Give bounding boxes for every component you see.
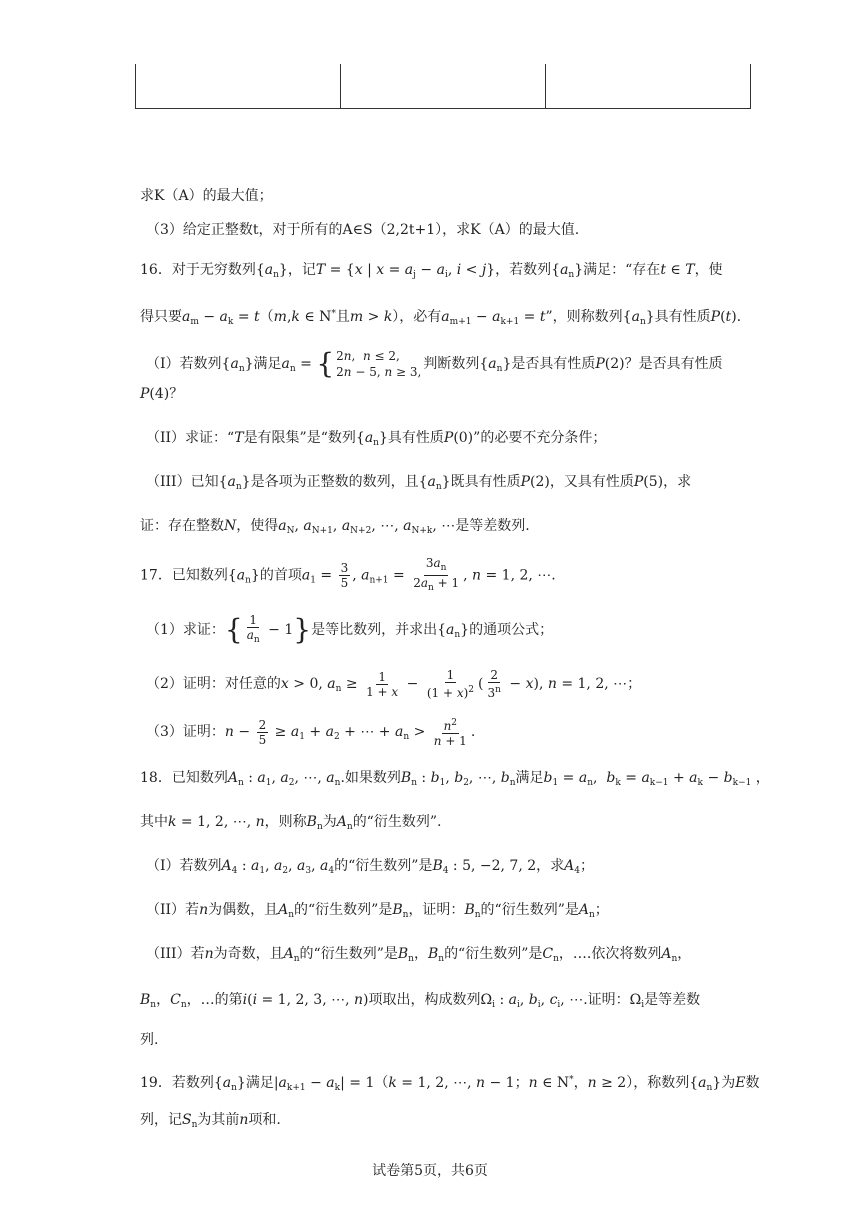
- text-line: 得只要$a_m - a_k = t(m,k$ ∈ N*且m > k），必有$a_{m+1} - a_{k+1} = t$”，则称数列$\{a_n\}$具有性质P(t).: [140, 309, 742, 327]
- answer-table: [135, 64, 751, 109]
- problem-19: 19．若数列$\{a_n\}$满足$|a_{k+1} - a_k| = 1(k = 1$, 2, ⋯, n − 1；n ∈ N*，n ≥ 2），称数列$\{a_n\}$为E数: [140, 1075, 760, 1093]
- text-line: （III）若n为奇数，且$A_n$的“衍生数列”是$B_n$，$B_n$的“衍生数列”是$C_n$，….依次将数列$A_n$，: [146, 946, 692, 964]
- page-footer: 试卷第5页，共6页: [372, 1163, 488, 1179]
- table-cell: [341, 64, 546, 108]
- text-line: （1）求证：{ $\frac{1}{a_n}$ − 1}是等比数列，并求出$\{a_n\}$的通项公式；: [146, 613, 554, 646]
- text-line: 证：存在整数N，使得$a_N$, $a_{N+1}$, $a_{N+2}$, ⋯, $a_{N+k}$, ⋯是等差数列.: [140, 518, 530, 536]
- text-line: （3）证明：n − $\frac{2}{5}$ ≥ $a_1 + a_2$ + ⋯ + $a_n$ > $\frac{n^2}{n + 1}$ .: [146, 717, 476, 748]
- text-line: P(4)？: [140, 386, 184, 402]
- text-line: （II）若n为偶数，且$A_n$的“衍生数列”是$B_n$，证明：$B_n$的“衍生数列”是$A_n$；: [146, 902, 609, 920]
- text-line: （III）已知$\{a_n\}$是各项为正整数的数列，且$\{a_n\}$既具有性质P(2)，又具有性质P(5)，求: [146, 474, 692, 492]
- text-line: $B_n$，$C_n$，…的第i(i = 1, 2, 3, ⋯, n)项取出，构成数列$\Omega_i$ : $a_i$, $b_i$, $c_i$, ⋯.证明：$\Omega_i$是等差数: [140, 992, 701, 1010]
- table-cell: [136, 64, 341, 108]
- problem-17: 17．已知数列$\{a_n\}$的首项$a_1$ = $\frac{3}{5}$ , $a_{n+1}$ = $\frac{3a_n}{2a_n + 1}$ , n = 1, 2, ⋯.: [140, 556, 556, 593]
- problem-16: 16．对于无穷数列$\{a_n\}$，记T = {x | $x = a_j - a_i$, i < j}，若数列$\{a_n\}$满足：“存在t ∈ T，使: [140, 262, 723, 280]
- table-cell: [546, 64, 750, 108]
- text-line: （I）若数列$\{a_n\}$满足$a_n$ = { 2n, n ≤ 2, 2n − 5, n ≥ 3, 判断数列$\{a_n\}$是否具有性质P(2)？是否具有性质: [146, 347, 723, 380]
- text-line: （I）若数列$A_4$ : $a_1$, $a_2$, $a_3$, $a_4$的“衍生数列”是$B_4$ : 5, −2, 7, 2，求$A_4$；: [146, 858, 595, 876]
- text-line: 求K（A）的最大值；: [140, 188, 273, 204]
- text-line: （II）求证：“T是有限集”是“数列$\{a_n\}$具有性质P(0)”的必要不充分条件；: [146, 430, 607, 448]
- text-line: 其中k = 1, 2, ⋯, n，则称$B_n$为$A_n$的“衍生数列”.: [140, 814, 442, 832]
- text-line: 列，记$S_n$为其前n项和.: [140, 1112, 281, 1130]
- text-line: （2）证明：对任意的x > 0, $a_n$ ≥ $\frac{1}{1 + x}$ − $\frac{1}{(1 + x)^2}$ ( $\frac{2}{3^n}$ − x), n = 1, 2, ⋯；: [146, 668, 642, 700]
- text-line: （3）给定正整数t，对于所有的A∈S（2,2t+1），求K（A）的最大值.: [146, 222, 580, 238]
- text-line: 列.: [140, 1032, 159, 1048]
- problem-18: 18．已知数列$A_n$ : $a_1$, $a_2$, ⋯, $a_n$.如果数列$B_n$ : $b_1$, $b_2$, ⋯, $b_n$满足$b_1 = a_n$, $b_k = a_{k-1} + a_k - b_{k-1}$ ，: [140, 770, 770, 788]
